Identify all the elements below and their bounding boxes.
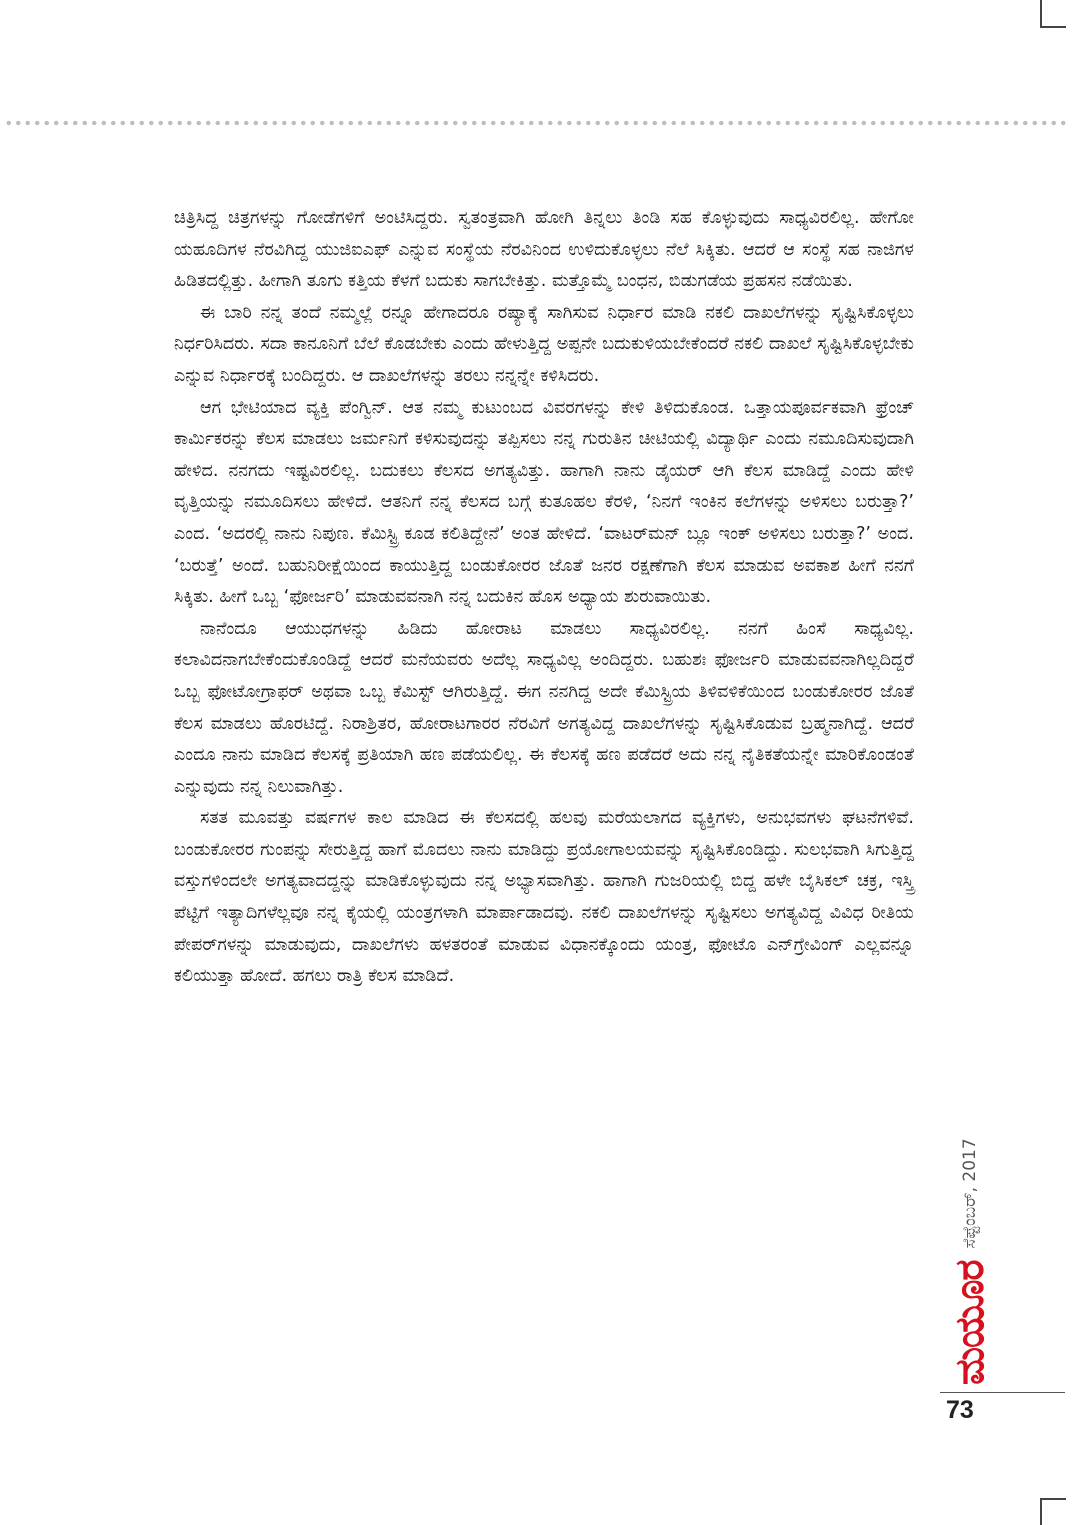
crop-mark-top-vertical bbox=[1040, 0, 1042, 28]
crop-mark-bottom-horizontal bbox=[1040, 1498, 1066, 1500]
crop-mark-bottom-vertical bbox=[1040, 1498, 1042, 1525]
crop-mark-top-horizontal bbox=[1040, 26, 1066, 28]
paragraph-2: ಈ ಬಾರಿ ನನ್ನ ತಂದೆ ನಮ್ಮಲ್ಲೆ ರನ್ನೂ ಹೇಗಾದರೂ ರಷ್ಯಾಕ್ಕೆ ಸಾಗಿಸುವ ನಿರ್ಧಾರ ಮಾಡಿ ನಕಲಿ ದಾಖಲೆಗಳನ್ನು ಸೃಷ್ಟಿಸಿಕೊಳ್ಳಲು ನಿರ್ಧರಿಸಿದರು. ಸದಾ ಕಾನೂನಿಗೆ ಬೆಲೆ ಕೊಡಬೇಕು ಎಂದು ಹೇಳುತ್ತಿದ್ದ ಅಪ್ಪನೇ ಬದುಕುಳಿಯಬೇಕೆಂದರೆ ನಕಲಿ ದಾಖಲೆ ಸೃಷ್ಟಿಸಿಕೊಳ್ಳಬೇಕು ಎನ್ನುವ ನಿರ್ಧಾರಕ್ಕೆ ಬಂದಿದ್ದರು. ಆ ದಾಖಲೆಗಳನ್ನು ತರಲು ನನ್ನನ್ನೇ ಕಳಿಸಿದರು. bbox=[174, 302, 914, 386]
magazine-masthead-vertical bbox=[946, 1095, 994, 1385]
dotted-header-rule bbox=[4, 120, 1068, 126]
paragraph-3: ಆಗ ಭೇಟಿಯಾದ ವ್ಯಕ್ತಿ ಪೆಂಗ್ವಿನ್. ಆತ ನಮ್ಮ ಕುಟುಂಬದ ವಿವರಗಳನ್ನು ಕೇಳಿ ತಿಳಿದುಕೊಂಡ. ಒತ್ತಾಯಪೂರ್ವಕವಾಗಿ ಫ್ರೆಂಚ್ ಕಾರ್ಮಿಕರನ್ನು ಕೆಲಸ ಮಾಡಲು ಜರ್ಮನಿಗೆ ಕಳಿಸುವುದನ್ನು ತಪ್ಪಿಸಲು ನನ್ನ ಗುರುತಿನ ಚೀಟಿಯಲ್ಲಿ ವಿದ್ಯಾರ್ಥಿ ಎಂದು ನಮೂದಿಸುವುದಾಗಿ ಹೇಳಿದ. ನನಗದು ಇಷ್ಟವಿರಲಿಲ್ಲ. ಬದುಕಲು ಕೆಲಸದ ಅಗತ್ಯವಿತ್ತು. ಹಾಗಾಗಿ ನಾನು ಡೈಯರ್ ಆಗಿ ಕೆಲಸ ಮಾಡಿದ್ದೆ ಎಂದು ಹೇಳಿ ವೃತ್ತಿಯನ್ನು ನಮೂದಿಸಲು ಹೇಳಿದೆ. ಆತನಿಗೆ ನನ್ನ ಕೆಲಸದ ಬಗ್ಗೆ ಕುತೂಹಲ ಕೆರಳಿ, ‘ನಿನಗೆ ಇಂಕಿನ ಕಲೆಗಳನ್ನು ಅಳಿಸಲು ಬರುತ್ತಾ?’ ಎಂದ. ‘ಅದರಲ್ಲಿ ನಾನು ನಿಪುಣ. ಕೆಮಿಸ್ಟ್ರಿ ಕೂಡ ಕಲಿತಿದ್ದೇನೆ’ ಅಂತ ಹೇಳಿದೆ. ‘ವಾಟರ್‌ಮನ್ ಬ್ಲೂ ಇಂಕ್ ಅಳಿಸಲು ಬರುತ್ತಾ?’ ಅಂದ. ‘ಬರುತ್ತೆ’ ಅಂದೆ. ಬಹುನಿರೀಕ್ಷೆಯಿಂದ ಕಾಯುತ್ತಿದ್ದ ಬಂಡುಕೋರರ ಜೊತೆ ಜನರ ರಕ್ಷಣೆಗಾಗಿ ಕೆಲಸ ಮಾಡುವ ಅವಕಾಶ ಹೀಗೆ ನನಗೆ ಸಿಕ್ಕಿತು. ಹೀಗೆ ಒಬ್ಬ ‘ಫೋರ್ಜರಿ’ ಮಾಡುವವನಾಗಿ ನನ್ನ ಬದುಕಿನ ಹೊಸ ಅಧ್ಯಾಯ ಶುರುವಾಯಿತು. bbox=[174, 397, 914, 608]
page-number: 73 bbox=[946, 1396, 974, 1424]
paragraph-5: ಸತತ ಮೂವತ್ತು ವರ್ಷಗಳ ಕಾಲ ಮಾಡಿದ ಈ ಕೆಲಸದಲ್ಲಿ ಹಲವು ಮರೆಯಲಾಗದ ವ್ಯಕ್ತಿಗಳು, ಅನುಭವಗಳು ಘಟನೆಗಳಿವೆ. ಬಂಡುಕೋರರ ಗುಂಪನ್ನು ಸೇರುತ್ತಿದ್ದ ಹಾಗೆ ಮೊದಲು ನಾನು ಮಾಡಿದ್ದು ಪ್ರಯೋಗಾಲಯವನ್ನು ಸೃಷ್ಟಿಸಿಕೊಂಡಿದ್ದು. ಸುಲಭವಾಗಿ ಸಿಗುತ್ತಿದ್ದ ವಸ್ತುಗಳಿಂದಲೇ ಅಗತ್ಯವಾದದ್ದನ್ನು ಮಾಡಿಕೊಳ್ಳುವುದು ನನ್ನ ಅಭ್ಯಾಸವಾಗಿತ್ತು. ಹಾಗಾಗಿ ಗುಜರಿಯಲ್ಲಿ ಬಿದ್ದ ಹಳೇ ಬೈಸಿಕಲ್ ಚಕ್ರ, ಇಸ್ತ್ರಿ ಪೆಟ್ಟಿಗೆ ಇತ್ಯಾದಿಗಳೆಲ್ಲವೂ ನನ್ನ ಕೈಯಲ್ಲಿ ಯಂತ್ರಗಳಾಗಿ ಮಾರ್ಪಾಡಾದವು. ನಕಲಿ ದಾಖಲೆಗಳನ್ನು ಸೃಷ್ಟಿಸಲು ಅಗತ್ಯವಿದ್ದ ವಿವಿಧ ರೀತಿಯ ಪೇಪರ್‌ಗಳನ್ನು ಮಾಡುವುದು, ದಾಖಲೆಗಳು ಹಳತರಂತೆ ಮಾಡುವ ವಿಧಾನಕ್ಕೊಂದು ಯಂತ್ರ, ಫೋಟೊ ಎನ್‌ಗ್ರೇವಿಂಗ್ ಎಲ್ಲವನ್ನೂ ಕಲಿಯುತ್ತಾ ಹೋದೆ. ಹಗಲು ರಾತ್ರಿ ಕೆಲಸ ಮಾಡಿದೆ. bbox=[174, 808, 914, 987]
folio-rule bbox=[940, 1392, 1065, 1393]
paragraph-1: ಚಿತ್ರಿಸಿದ್ದ ಚಿತ್ರಗಳನ್ನು ಗೋಡೆಗಳಿಗೆ ಅಂಟಿಸಿದ್ದರು. ಸ್ವತಂತ್ರವಾಗಿ ಹೋಗಿ ತಿನ್ನಲು ತಿಂಡಿ ಸಹ ಕೊಳ್ಳುವುದು ಸಾಧ್ಯವಿರಲಿಲ್ಲ. ಹೇಗೋ ಯಹೂದಿಗಳ ನೆರವಿಗಿದ್ದ ಯುಜಿಐಎಫ್ ಎನ್ನುವ ಸಂಸ್ಥೆಯ ನೆರವಿನಿಂದ ಉಳಿದುಕೊಳ್ಳಲು ನೆಲೆ ಸಿಕ್ಕಿತು. ಆದರೆ ಆ ಸಂಸ್ಥೆ ಸಹ ನಾಜಿಗಳ ಹಿಡಿತದಲ್ಲಿತ್ತು. ಹೀಗಾಗಿ ತೂಗು ಕತ್ತಿಯ ಕೆಳಗೆ ಬದುಕು ಸಾಗಬೇಕಿತ್ತು. ಮತ್ತೊಮ್ಮೆ ಬಂಧನ, ಬಿಡುಗಡೆಯ ಪ್ರಹಸನ ನಡೆಯಿತು. bbox=[174, 208, 914, 292]
paragraph-4: ನಾನೆಂದೂ ಆಯುಧಗಳನ್ನು ಹಿಡಿದು ಹೋರಾಟ ಮಾಡಲು ಸಾಧ್ಯವಿರಲಿಲ್ಲ. ನನಗೆ ಹಿಂಸೆ ಸಾಧ್ಯವಿಲ್ಲ. ಕಲಾವಿದನಾಗಬೇಕೆಂದುಕೊಂಡಿದ್ದೆ ಆದರೆ ಮನೆಯವರು ಅದೆಲ್ಲ ಸಾಧ್ಯವಿಲ್ಲ ಅಂದಿದ್ದರು. ಬಹುಶಃ ಫೋರ್ಜರಿ ಮಾಡುವವನಾಗಿಲ್ಲದಿದ್ದರೆ ಒಬ್ಬ ಫೋಟೋಗ್ರಾಫರ್ ಅಥವಾ ಒಬ್ಬ ಕೆಮಿಸ್ಟ್ ಆಗಿರುತ್ತಿದ್ದೆ. ಈಗ ನನಗಿದ್ದ ಅದೇ ಕೆಮಿಸ್ಟ್ರಿಯ ತಿಳಿವಳಿಕೆಯಿಂದ ಬಂಡುಕೋರರ ಜೊತೆ ಕೆಲಸ ಮಾಡಲು ಹೊರಟಿದ್ದೆ. ನಿರಾಶ್ರಿತರ, ಹೋರಾಟಗಾರರ ನೆರವಿಗೆ ಅಗತ್ಯವಿದ್ದ ದಾಖಲೆಗಳನ್ನು ಸೃಷ್ಟಿಸಿಕೊಡುವ ಬ್ರಹ್ಮನಾಗಿದ್ದೆ. ಆದರೆ ಎಂದೂ ನಾನು ಮಾಡಿದ ಕೆಲಸಕ್ಕೆ ಪ್ರತಿಯಾಗಿ ಹಣ ಪಡೆಯಲಿಲ್ಲ. ಈ ಕೆಲಸಕ್ಕೆ ಹಣ ಪಡೆದರೆ ಅದು ನನ್ನ ನೈತಿಕತೆಯನ್ನೇ ಮಾರಿಕೊಂಡಂತೆ ಎನ್ನುವುದು ನನ್ನ ನಿಲುವಾಗಿತ್ತು. bbox=[174, 618, 914, 797]
magazine-logo: ಮಯೂರ bbox=[947, 1260, 993, 1385]
article-body bbox=[174, 203, 914, 993]
issue-date: ಸೆಪ್ಟೆಂಬರ್, 2017 bbox=[960, 1138, 980, 1249]
